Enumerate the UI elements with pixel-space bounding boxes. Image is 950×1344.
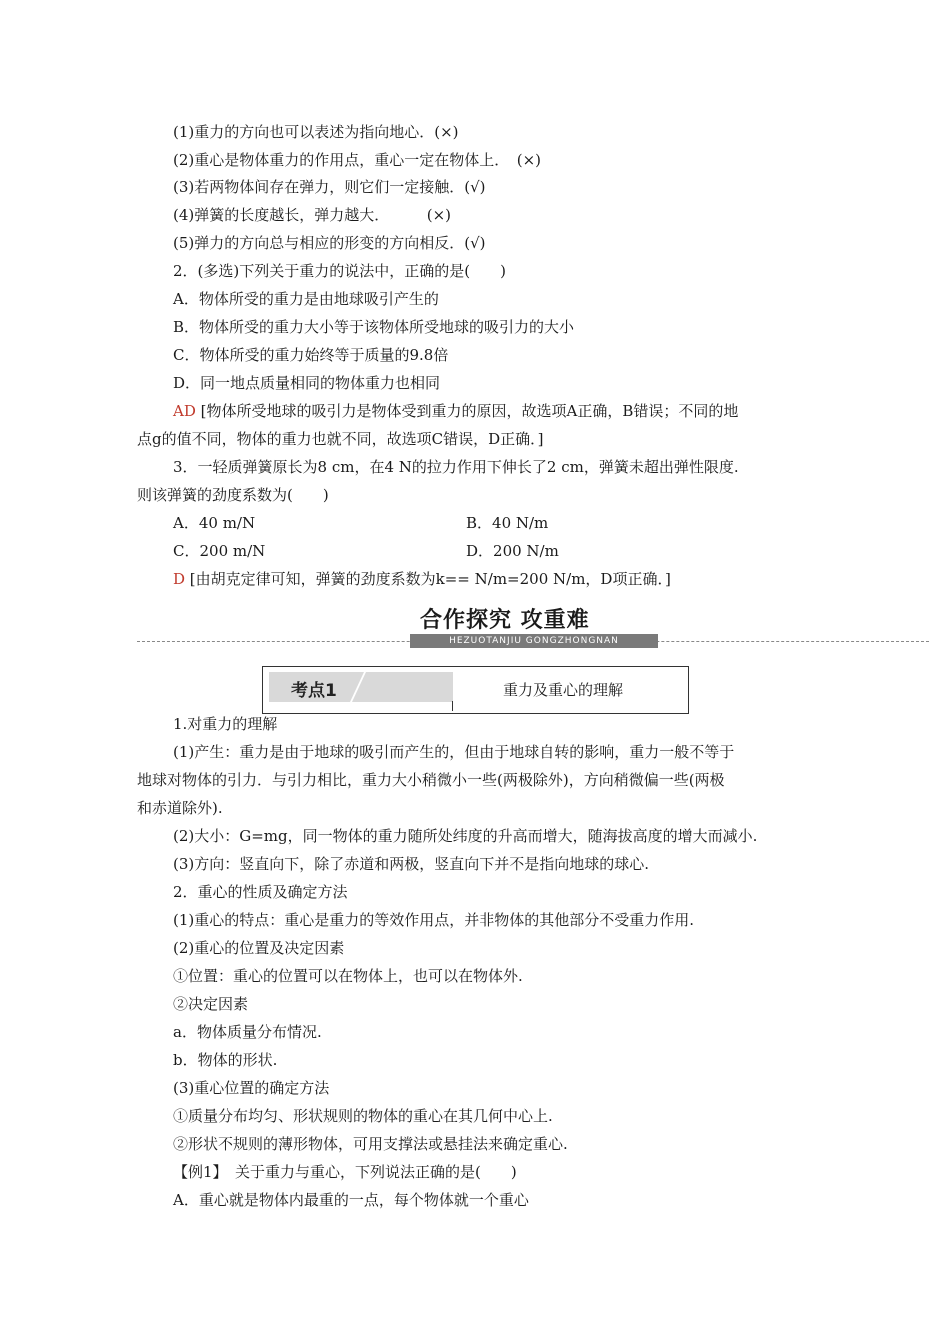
keypoint-tag-label: 考点1 xyxy=(291,681,337,701)
statement-3: (3)若两物体间存在弹力，则它们一定接触．(√) xyxy=(173,178,486,196)
q3-explanation: D [由胡克定律可知，弹簧的劲度系数为k== N/m=200 N/m，D项正确．] xyxy=(173,570,671,588)
keypoint-tick xyxy=(452,701,453,711)
statement-4: (4)弹簧的长度越长，弹力越大． (×) xyxy=(173,206,452,224)
gravity-origin-cont2: 和赤道除外). xyxy=(137,799,223,817)
q2-option-d: D．同一地点质量相同的物体重力也相同 xyxy=(173,374,441,392)
gravity-magnitude: (2)大小：G=mg，同一物体的重力随所处纬度的升高而增大，随海拔高度的增大而减小. xyxy=(173,827,758,845)
center-factors: ②决定因素 xyxy=(173,995,249,1013)
q3-answer: D xyxy=(173,570,186,588)
q3-option-d: D．200 N/m xyxy=(466,542,559,560)
keypoint-tag xyxy=(269,672,453,702)
center-method-heading: (3)重心位置的确定方法 xyxy=(173,1079,330,1097)
center-position-heading: (2)重心的位置及决定因素 xyxy=(173,939,345,957)
question-3-cont: 则该弹簧的劲度系数为( ) xyxy=(137,486,329,504)
q3-option-c: C．200 m/N xyxy=(173,542,266,560)
gravity-direction: (3)方向：竖直向下，除了赤道和两极，竖直向下并不是指向地球的球心. xyxy=(173,855,650,873)
q2-option-a: A．物体所受的重力是由地球吸引产生的 xyxy=(173,290,439,308)
statement-1: (1)重力的方向也可以表述为指向地心．(×) xyxy=(173,123,459,141)
section-subtitle: HEZUOTANJIU GONGZHONGNAN xyxy=(410,634,658,648)
q2-answer: AD xyxy=(173,402,196,420)
gravity-origin-cont1: 地球对物体的引力．与引力相比，重力大小稍微小一些(两极除外)，方向稍微偏一些(两极 xyxy=(137,771,725,789)
example-1: 【例1】 关于重力与重心，下列说法正确的是( ) xyxy=(173,1163,517,1181)
keypoint-box xyxy=(262,666,689,714)
question-2: 2．(多选)下列关于重力的说法中，正确的是( ) xyxy=(173,262,506,280)
q2-explanation-cont: 点g的值不同，物体的重力也就不同，故选项C错误，D正确．] xyxy=(137,430,544,448)
factor-a: a．物体质量分布情况. xyxy=(173,1023,322,1041)
q3-option-b: B．40 N/m xyxy=(466,514,549,532)
statement-2: (2)重心是物体重力的作用点，重心一定在物体上． (×) xyxy=(173,151,542,169)
gravity-origin: (1)产生：重力是由于地球的吸引而产生的，但由于地球自转的影响，重力一般不等于 xyxy=(173,743,735,761)
statement-5: (5)弹力的方向总与相应的形变的方向相反．(√) xyxy=(173,234,486,252)
q2-explanation: AD [物体所受地球的吸引力是物体受到重力的原因，故选项A正确，B错误；不同的地 xyxy=(173,402,739,420)
method-2: ②形状不规则的薄形物体，可用支撑法或悬挂法来确定重心. xyxy=(173,1135,568,1153)
section-title: 合作探究 攻重难 xyxy=(420,608,590,633)
center-feature: (1)重心的特点：重心是重力的等效作用点，并非物体的其他部分不受重力作用. xyxy=(173,911,695,929)
q2-option-c: C．物体所受的重力始终等于质量的9.8倍 xyxy=(173,346,449,364)
factor-b: b．物体的形状. xyxy=(173,1051,278,1069)
q3-option-a: A．40 m/N xyxy=(173,514,256,532)
keypoint-tag-slash xyxy=(350,672,366,702)
center-position: ①位置：重心的位置可以在物体上，也可以在物体外. xyxy=(173,967,523,985)
heading-center: 2．重心的性质及确定方法 xyxy=(173,883,348,901)
question-3: 3．一轻质弹簧原长为8 cm，在4 N的拉力作用下伸长了2 cm，弹簧未超出弹性限度. xyxy=(173,458,739,476)
example-1-option-a: A．重心就是物体内最重的一点，每个物体就一个重心 xyxy=(173,1191,529,1209)
q2-option-b: B．物体所受的重力大小等于该物体所受地球的吸引力的大小 xyxy=(173,318,575,336)
method-1: ①质量分布均匀、形状规则的物体的重心在其几何中心上. xyxy=(173,1107,553,1125)
keypoint-title: 重力及重心的理解 xyxy=(503,681,624,699)
heading-gravity: 1.对重力的理解 xyxy=(173,715,278,733)
